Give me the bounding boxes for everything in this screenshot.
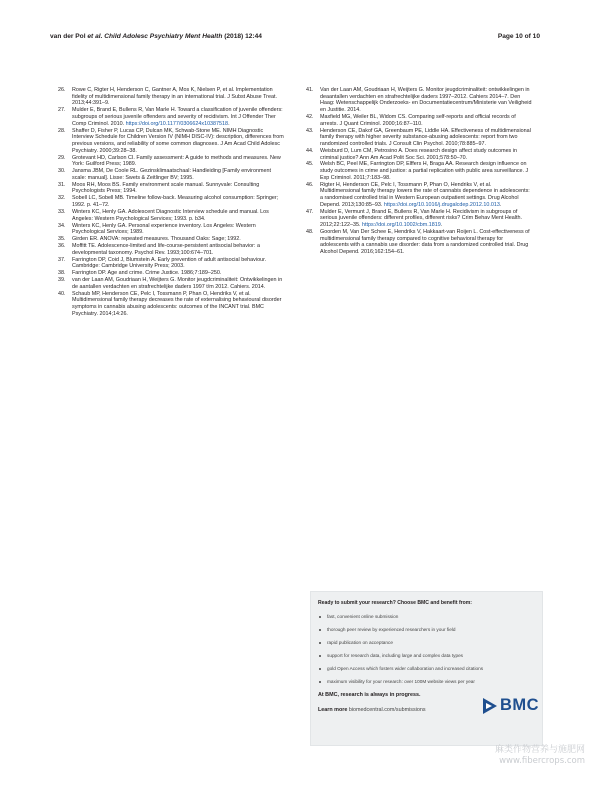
reference-number: 37. [58, 256, 66, 263]
bmc-advert-box [310, 591, 543, 746]
reference-item [58, 223, 284, 236]
reference-text [72, 243, 284, 256]
page-number: Page 10 of 10 [497, 33, 540, 40]
header-citation-volume: (2018) 12:44 [222, 33, 262, 40]
reference-item [306, 128, 532, 148]
reference-text [320, 114, 532, 127]
running-header [50, 33, 540, 45]
reference-text [72, 155, 284, 168]
watermark-line-1: 麻类作物营养与施肥网 [494, 745, 585, 755]
bmc-ready-heading: Ready to submit your research? Choose BMC and benefit from: [318, 600, 472, 606]
reference-item [58, 257, 284, 270]
reference-text [72, 291, 284, 318]
reference-text [72, 209, 284, 222]
reference-body: Jansma JBM, De Coole RL. Gezinsklimaatschaal: Handleiding [Family environment scale: manual]. Lisse: Swets & Zeitlinger BV; 1995. [72, 168, 271, 181]
reference-item [58, 291, 284, 318]
reference-item [306, 229, 532, 256]
reference-number: 46. [306, 181, 314, 188]
reference-end: . [499, 201, 502, 208]
reference-item [58, 277, 284, 290]
reference-number: 36. [58, 243, 66, 250]
reference-item [306, 209, 532, 229]
reference-item [306, 161, 532, 181]
reference-text [72, 168, 284, 181]
reference-number: 26. [58, 87, 66, 93]
reference-item [58, 128, 284, 155]
reference-body: Mulder E, Brand E, Bullens R, Van Marle H. Toward a classification of juvenile offenders: subgroups of serious juvenile offenders and severity of recidivism. Int J Offender Ther Comp Criminol. 2010. [72, 107, 283, 127]
reference-text [72, 270, 284, 277]
references-right-column [306, 87, 532, 256]
reference-number: 45. [306, 161, 314, 168]
bmc-benefit-item: fast, convenient online submission [318, 614, 540, 627]
header-citation-journal: et al. Child Adolesc Psychiatry Ment Health [87, 33, 223, 40]
reference-text [320, 128, 532, 148]
reference-number: 27. [58, 107, 66, 114]
reference-item [58, 155, 284, 168]
reference-body: Sobell LC, Sobell MB. Timeline follow-back. Measuring alcohol consumption: Springer; 1992. p. 41–72. [72, 195, 279, 209]
watermark [495, 745, 585, 767]
bmc-benefit-item: maximum visibility for your research: over 100M website views per year [318, 679, 540, 692]
reference-text [320, 229, 532, 256]
reference-body: Goorden M, Van Der Schee E, Hendriks V, Hakkaart-van Roijen L. Cost-effectiveness of multidimensional family therapy compared to cognitive behavioral therapy for adolescents with a cannabis use disorder: data from a randomized controlled trial. Drug Alcohol Depend. 2016;162:154–61. [320, 229, 530, 256]
reference-text [320, 87, 532, 114]
reference-body: Rowe C, Rigter H, Henderson C, Gantner A, Mos K, Nielsen P, et al. Implementation fidelity of multidimensional family therapy in an international trial. J Subst Abuse Treat. 2013;44:391–9. [72, 87, 277, 107]
reference-body: Shaffer D, Fisher P, Lucas CP, Dulcan MK, Schwab-Stone ME. NIMH Diagnostic Interview Schedule for Children Version IV (NIMH DISC-IV): description, differences from previous versions, and reliability of some common diagnoses. J Am Acad Child Adolesc Psychiatry. 2000;39:28–38. [72, 127, 284, 154]
reference-number: 48. [306, 229, 314, 236]
reference-body: Girden ER. ANOVA: repeated measures. Thousand Oaks: Sage; 1992. [72, 236, 241, 243]
reference-text [320, 148, 532, 161]
reference-text [72, 236, 284, 243]
reference-number: 35. [58, 236, 66, 243]
reference-item [58, 182, 284, 195]
reference-body: Moffitt TE. Adolescence-limited and life-course-persistent antisocial behavior: a developmental taxonomy. Psychol Rev. 1993;100:674–701. [72, 243, 260, 256]
reference-item [58, 209, 284, 222]
reference-text [72, 182, 284, 195]
reference-body: Winters KC, Henly GA. Adolescent Diagnostic Interview schedule and manual. Los Angeles: Western Psychological Services; 1993. p. b34. [72, 208, 269, 222]
reference-doi-link[interactable]: https://doi.org/10.1016/j.drugalcdep.2012.10.013 [383, 201, 500, 208]
reference-text [72, 195, 284, 208]
reference-number: 29. [58, 154, 66, 161]
reference-item [58, 107, 284, 127]
reference-number: 28. [58, 127, 66, 134]
reference-text [72, 257, 284, 270]
reference-number: 40. [58, 290, 66, 297]
reference-item [306, 148, 532, 161]
bmc-benefit-item: thorough peer review by experienced researchers in your field [318, 627, 540, 640]
reference-item [58, 87, 284, 107]
reference-number: 47. [306, 208, 314, 215]
reference-body: Welsh BC, Peel ME, Farrington DP, Elffers H, Braga AA. Research design influence on study outcomes in crime and justice: a partial replication with public area surveillance. J Exp Criminol. 2011;7:183–98. [320, 161, 529, 181]
watermark-line-2: www.fibercrops.com [499, 756, 585, 766]
reference-number: 38. [58, 270, 66, 277]
header-citation-authors: van der Pol [50, 33, 88, 40]
bmc-learn-more [318, 707, 426, 713]
reference-body: Maxfield MG, Weiler BL, Widom CS. Comparing self-reports and official records of arrests. J Quant Criminol. 2000;16:87–110. [320, 114, 516, 127]
reference-number: 42. [306, 114, 314, 120]
reference-number: 41. [306, 87, 314, 93]
reference-doi-link[interactable]: https://doi.org/10.1177/0306624x10387518 [125, 120, 229, 127]
reference-text [72, 277, 284, 290]
learn-more-label: Learn more [318, 707, 348, 713]
bmc-tagline: At BMC, research is always in progress. [318, 692, 421, 698]
reference-number: 31. [58, 181, 66, 188]
reference-text [72, 87, 284, 107]
reference-body: Mulder E, Vermunt J, Brand E, Bullens R, Van Marle H. Recidivism in subgroups of serious juvenile offenders: different profiles, different risks? Crim Behav Ment Health. 2012;22:122–35. [320, 208, 522, 229]
bmc-benefit-item: rapid publication on acceptance [318, 640, 540, 653]
reference-end: . [228, 120, 230, 127]
reference-item [306, 87, 532, 114]
reference-body: Henderson CE, Dakof GA, Greenbaum PE, Liddle HA. Effectiveness of multidimensional family therapy with higher severity substance-abusing adolescents: report from two randomized controlled trials. J Consult Clin Psychol. 2010;78:885–97. [320, 127, 531, 147]
reference-body: Schaub MP, Henderson CE, Pelc I, Tossmann P, Phan O, Hendriks V, et al. Multidimensional family therapy decreases the rate of externalising behavioural disorder symptoms in cannabis abusing adolescents: outcomes of the INCANT trial. BMC Psychiatry. 2014;14:26. [72, 290, 282, 317]
references-left-column [58, 87, 284, 318]
reference-number: 34. [58, 222, 66, 229]
reference-text [320, 161, 532, 181]
reference-item [306, 114, 532, 127]
header-citation [50, 33, 262, 40]
reference-text [72, 223, 284, 236]
reference-item [58, 236, 284, 243]
reference-item [58, 270, 284, 277]
reference-body: Farrington DP, Coid J, Blumstein A. Early prevention of adult antisocial behaviour. Cambridge: Cambridge University Press; 2003. [72, 256, 267, 270]
bmc-logo-text: BMC [500, 696, 540, 714]
reference-text [72, 107, 284, 127]
learn-more-link[interactable]: biomedcentral.com/submissions [347, 707, 426, 713]
reference-body: Weisburd D, Lum CM, Petrosino A. Does research design affect study outcomes in criminal justice? Ann Am Acad Polit Soc Sci. 2001;578:50–70. [320, 147, 517, 161]
reference-number: 33. [58, 208, 66, 215]
reference-body: Winters KC, Henly GA. Personal experience inventory. Los Angeles: Western Psychological Services; 1989. [72, 222, 256, 236]
reference-number: 39. [58, 277, 66, 284]
reference-body: Van der Laan AM, Goudriaan H, Weijters G. Monitor jeugdcriminaliteit: ontwikkelingen in deaantallen verdachten en strafrechtelijke daders 1997–2012. Cahiers 2014–7. Den Haag: Wetenschappelijk Onderzoeks- en Documentatiecentrum/Ministerie van Veiligheid en Justitie. 2014. [320, 87, 532, 114]
reference-number: 30. [58, 168, 66, 175]
reference-body: Rigter H, Henderson CE, Pelc I, Tossmann P, Phan O, Hendriks V, et al. Multidimensional family therapy lowers the rate of cannabis dependence in adolescents: a randomised controlled trial in Western European outpatient settings. Drug Alcohol Depend. 2013;130:85–93. [320, 181, 530, 208]
reference-body: Farrington DP. Age and crime. Crime Justice. 1986;7:189–250. [72, 270, 222, 277]
bmc-logo-icon [481, 696, 498, 716]
reference-doi-link[interactable]: https://doi.org/10.1002/cbm.1819 [361, 222, 441, 229]
reference-text [320, 209, 532, 229]
bmc-logo [481, 696, 540, 716]
bmc-benefits-list [318, 614, 540, 692]
reference-number: 44. [306, 147, 314, 154]
bmc-benefit-item: gold Open Access which fosters wider collaboration and increased citations [318, 666, 540, 679]
reference-item [58, 195, 284, 208]
bmc-benefit-item: support for research data, including large and complex data types [318, 653, 540, 666]
reference-item [306, 182, 532, 209]
reference-end: . [440, 222, 443, 229]
reference-body: Grotevant HD, Carlson CI. Family assessment: A guide to methods and measures. New York: Guilford Press; 1989. [72, 154, 281, 168]
reference-text [320, 182, 532, 209]
reference-item [58, 243, 284, 256]
reference-number: 32. [58, 195, 66, 202]
reference-body: van der Laan AM, Goudriaan H, Weijters G. Monitor jeugdcriminaliteit: Ontwikkelingen in de aantallen verdachten en strafrechtelijke daders 1997 t/m 2012. Cahiers. 2014. [72, 277, 283, 290]
reference-item [58, 168, 284, 181]
reference-body: Moos RH, Moos BS. Family environment scale manual. Sunnyvale: Consulting Psychologists Press; 1994. [72, 181, 260, 195]
reference-number: 43. [306, 127, 314, 134]
reference-text [72, 128, 284, 155]
